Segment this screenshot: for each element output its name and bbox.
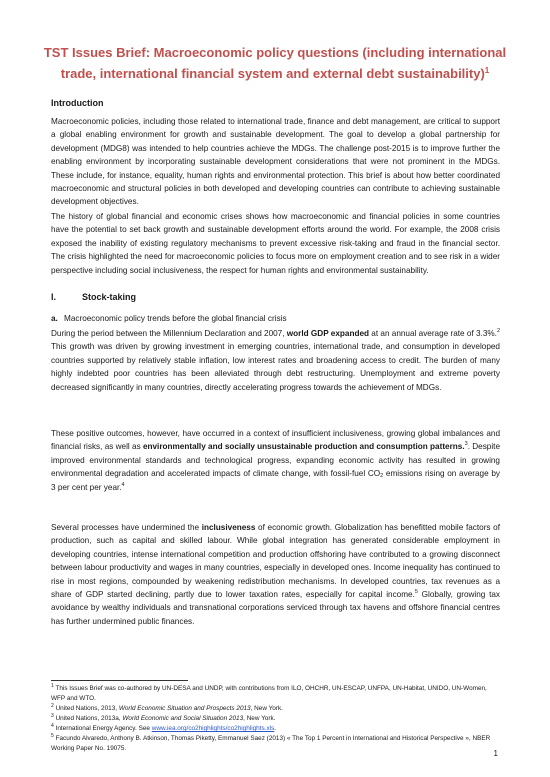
title-footnote-mark[interactable]: 1 (484, 66, 490, 75)
footnote-mark: 3 (51, 713, 54, 719)
page-number: 1 (493, 749, 498, 758)
intro-paragraph-1: Macroeconomic policies, including those related to international trade, finance and debt management, are critical to support a global enabling environment for growth and sustainable development. The goal to develop a global partnership for development (MDG8) was intended to help countries achieve the MDGs. The challenge post-2015 is to improve further the enabling environment by incorporating sustainable development considerations that were not prominent in the MDGs. These include, for instance, equality, human rights and environmental protection. This brief is about how better coordinated macroeconomic and structural policies in both developed and developing countries can contribute to achieving sustainable development objectives. (51, 117, 500, 207)
subsection-heading (51, 314, 287, 323)
emphasis-inclusiveness: inclusiveness (201, 523, 256, 532)
footnote-text: . (274, 725, 277, 732)
footnote-title: World Economic and Social Situation 2013 (122, 715, 244, 722)
text-run: Several processes have undermined the (51, 523, 202, 532)
text-run: Globally, growing tax avoidance by wealthy individuals and transnational corporations serviced through tax havens and offshore financial centres has further undermined public finances. (51, 590, 500, 626)
footnote-text: International Energy Agency. See (55, 725, 152, 732)
footnote-mark: 1 (51, 683, 54, 689)
footnote-ref-4[interactable]: 4 (121, 481, 125, 488)
text-run: emissions rising on average by 3 per cent per year. (51, 469, 500, 492)
footnote-text: United Nations, 2013a, (55, 715, 123, 722)
text-run: at an annual average rate of 3.3%. (369, 329, 497, 338)
footnote-ref-3[interactable]: 3 (464, 441, 468, 448)
stocktaking-paragraph-1 (51, 327, 500, 394)
footnote-2 (51, 704, 500, 714)
brief-title (40, 42, 510, 84)
text-run: of economic growth. Globalization has benefitted mobile factors of production, such as capital and skilled labour. While global integration has generated considerable employment in developing countries, intense international competition and production offshoring have contributed to a growing disconnect between labour productivity and wages in many countries, especially in developed ones. Income inequality has continued to rise in most regions, compounded by weakening redistribution mechanisms. In developed countries, tax revenues as a share of GDP started declining, partly due to lower taxation rates, especially for capital income. (51, 523, 500, 600)
footnotes (51, 684, 500, 754)
subsection-title: Macroeconomic policy trends before the global financial crisis (64, 314, 287, 323)
subsection-letter: a. (51, 314, 58, 323)
footnote-mark: 5 (51, 733, 54, 739)
text-run: These positive outcomes, however, have occurred in a context of insufficient inclusiveness, growing global imbalances and financial risks, as well as (51, 429, 500, 452)
footnote-mark: 4 (51, 723, 54, 729)
footnote-ref-5[interactable]: 5 (414, 589, 418, 596)
section-number: I. (51, 292, 57, 302)
text-run: This growth was driven by growing investment in emerging countries, international trade, and consumption in developed countries supported by relatively stable inflation, low interest rates and broadening access to credit. The burden of many highly indebted poor countries has been alleviated through debt restructuring. Unemployment and extreme poverty decreased significantly in many countries, directly accelerating progress towards the achievement of MDGs. (51, 342, 500, 392)
section-title: Stock-taking (82, 292, 137, 302)
intro-heading: Introduction (51, 98, 104, 108)
intro-paragraph-2: The history of global financial and economic crises shows how macroeconomic and financial policies in some countries have the potential to set back growth and sustainable development efforts around the world. For example, the 2008 crisis exposed the inability of existing regulatory mechanisms to prevent excessive risk-taking and fraud in the financial sector. The crisis highlighted the need for macroeconomic policies to focus more on employment creation and to see risk in a wider perspective including social inclusiveness, the respect for human rights and environmental sustainability. (51, 212, 500, 275)
text-run: During the period between the Millennium Declaration and 2007, (51, 329, 287, 338)
footnote-3 (51, 714, 500, 724)
footnote-1 (51, 684, 500, 704)
footnote-text: This Issues Brief was co-authored by UN-DESA and UNDP, with contributions from ILO, OHCHR, UN-ESCAP, UNFPA, UN-Habitat, UNIDO, UN-Women, WFP and WTO. (51, 685, 487, 702)
text-run: . Despite improved environmental standards and technological progress, expanding economic activity has resulted in growing environmental degradation and accelerated impacts of climate change, with fossil-fuel CO (51, 442, 501, 479)
footnote-title: World Economic Situation and Prospects 2013 (118, 705, 251, 712)
stocktaking-paragraph-3 (51, 521, 500, 628)
brief-title-text: TST Issues Brief: Macroeconomic policy questions (including international trade, international financial system and external debt sustainability) (43, 45, 507, 81)
footnote-separator (51, 680, 188, 681)
stocktaking-paragraph-2 (51, 427, 500, 494)
co2-subscript: 2 (380, 473, 384, 480)
footnote-ref-2[interactable]: 2 (496, 328, 500, 334)
footnote-text: , New York. (243, 715, 276, 722)
footnote-text: Facundo Alvaredo, Anthony B. Atkinson, Thomas Piketty, Emmanuel Saez (2013) « The Top 1 Percent in International and Historical Perspective », NBER Working Paper No. 19075. (51, 735, 491, 752)
emphasis-unsustainable-patterns: environmentally and socially unsustainable production and consumption patterns. (142, 442, 465, 452)
emphasis-world-gdp: world GDP expanded (286, 329, 369, 338)
footnote-text: United Nations, 2013, (55, 705, 119, 712)
footnote-4 (51, 724, 500, 734)
footnote-mark: 2 (51, 703, 54, 709)
footnote-5 (51, 734, 500, 754)
footnote-text: , New York. (250, 705, 283, 712)
iea-link[interactable]: www.iea.org/co2highlights/co2highlights.xls (151, 725, 275, 732)
section-heading (51, 292, 136, 302)
